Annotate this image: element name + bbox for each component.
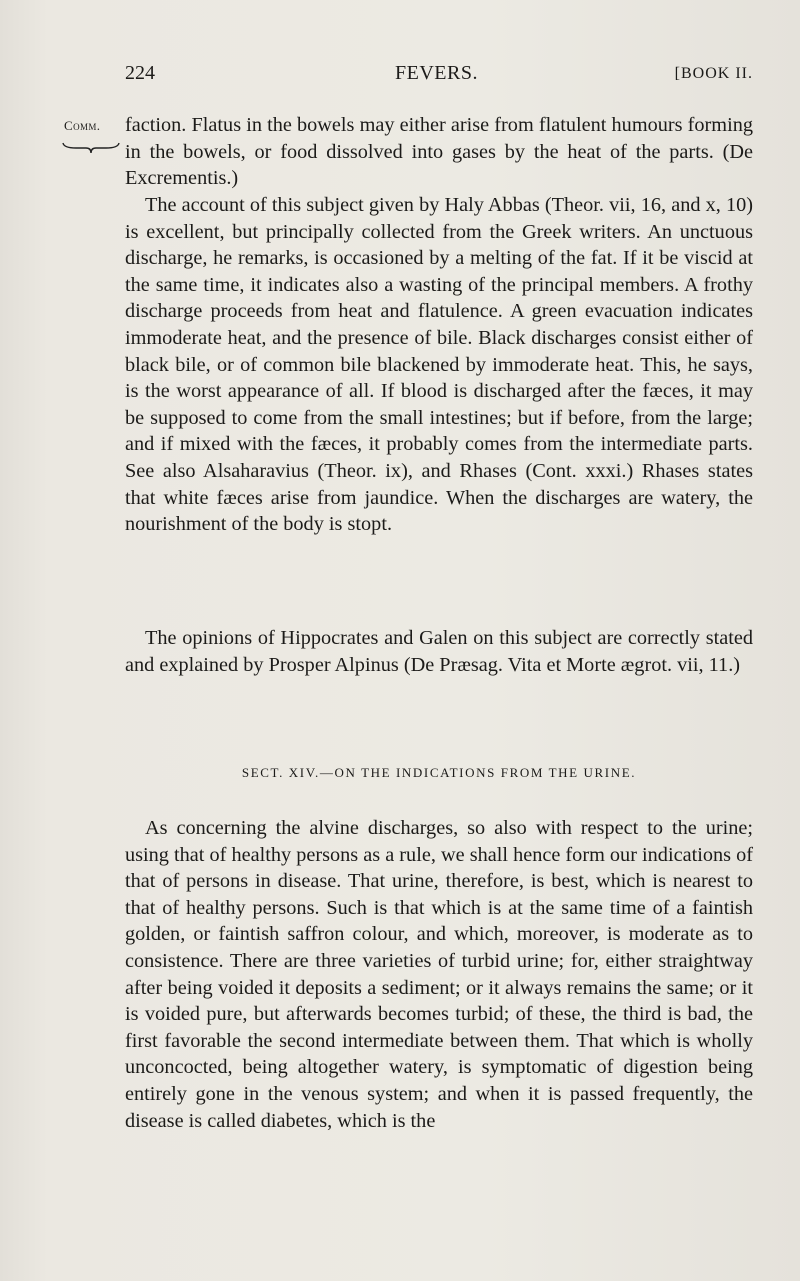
paragraph-3 <box>125 625 753 678</box>
paragraph-3-text: The opinions of Hippocrates and Galen on this subject are correctly stated and explained by Prosper Alpinus (De Præsag. Vita et Morte ægrot. vii, 11.) <box>125 627 753 676</box>
paragraph-2 <box>125 192 753 538</box>
paragraph-2-text: The account of this subject given by Haly Abbas (Theor. vii, 16, and x, 10) is excellent, but principally collected from the Greek writers. An unctuous discharge, he remarks, is occasioned by a melting of the fat. If it be viscid at the same time, it indicates also a wasting of the principal members. A frothy discharge proceeds from heat and flatulence. A green evacuation indicates immoderate heat, and the presence of bile. Black discharges consist either of black bile, or of common bile blackened by immoderate heat. This, he says, is the worst appearance of all. If blood is discharged after the fæces, it may be supposed to come from the small intestines; but if before, from the large; and if mixed with the fæces, it probably comes from the intermediate parts. See also Alsaharavius (Theor. ix), and Rhases (Cont. xxxi.) Rhases states that white fæces arise from jaundice. When the discharges are watery, the nourishment of the body is stopt. <box>125 194 753 536</box>
page-number: 224 <box>125 62 155 84</box>
section-heading: SECT. XIV.—ON THE INDICATIONS FROM THE URINE. <box>241 765 637 780</box>
brace-icon <box>62 141 120 155</box>
page-header <box>125 62 753 92</box>
book-reference: [BOOK II. <box>674 65 753 82</box>
paragraph-1 <box>125 112 753 192</box>
commentary-side-note: Comm. <box>64 118 101 133</box>
paragraph-4 <box>125 815 753 1134</box>
paragraph-4-text: As concerning the alvine discharges, so also with respect to the urine; using that of healthy persons as a rule, we shall hence form our indications of that of persons in disease. That urine, therefore, is best, which is nearest to that of healthy persons. Such is that which is at the same time of a faintish golden, or faintish saffron colour, and which, moreover, is moderate as to consistence. There are three varieties of turbid urine; for, either straightway after being voided it deposits a sediment; or it always remains the same; or it is voided pure, but afterwards becomes turbid; of these, the third is bad, the first favorable the second intermediate between them. That which is wholly unconcocted, being altogether watery, is symptomatic of digestion being entirely gone in the venous system; and when it is passed frequently, the disease is called diabetes, which is the <box>125 817 753 1132</box>
paragraph-1-text: faction. Flatus in the bowels may either arise from flatulent humours forming in the bowels, or food dissolved into gases by the heat of the parts. (De Excrementis.) <box>125 114 753 190</box>
running-title: FEVERS. <box>395 62 478 84</box>
